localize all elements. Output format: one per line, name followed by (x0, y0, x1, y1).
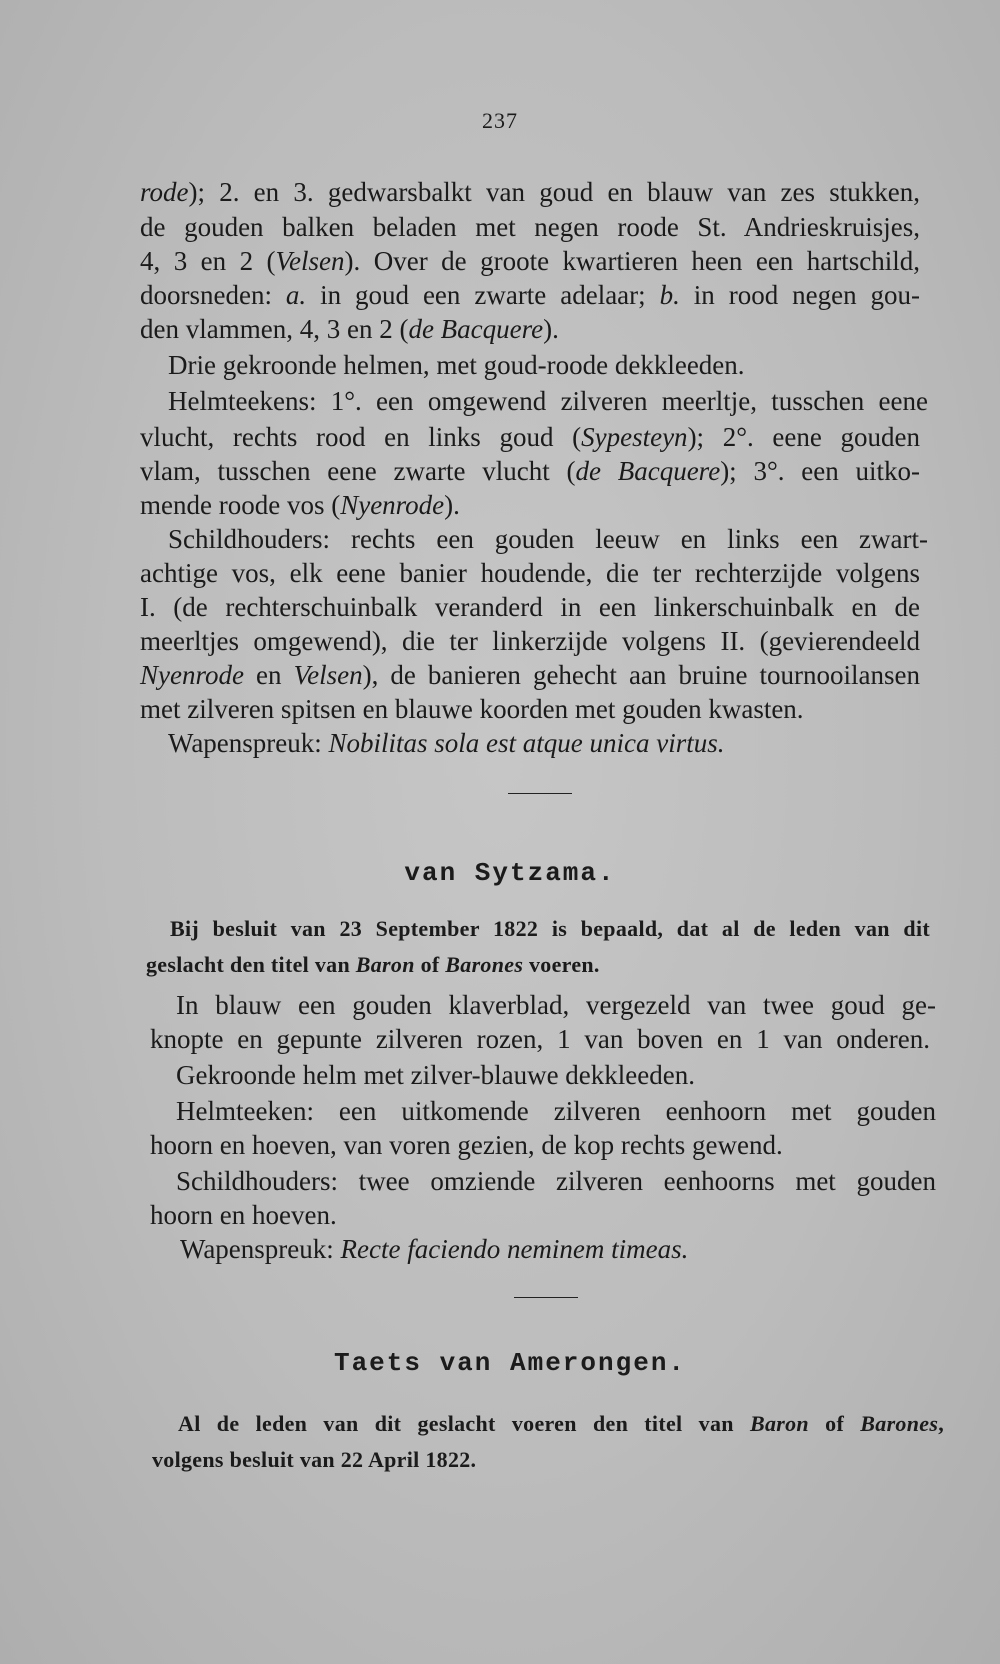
text-line: hoorn en hoeven. (150, 1200, 337, 1230)
text-line: knopte en gepunte zilveren rozen, 1 van boven en 1 van onderen. (150, 1024, 930, 1054)
heading-van-sytzama: van Sytzama. (404, 858, 616, 888)
taets-intro-line-1: Al de leden van dit geslacht voeren den titel van Baron of Barones, (178, 1411, 945, 1436)
text-line: rode); 2. en 3. gedwarsbalkt van goud en blauw van zes stukken, (140, 177, 920, 207)
text-line: Nyenrode en Velsen), de banieren gehecht aan bruine tournooilansen (140, 660, 921, 690)
section-divider-2 (514, 1297, 578, 1298)
text-line: 4, 3 en 2 (Velsen). Over de groote kwartieren heen een hartschild, (140, 246, 920, 276)
sytzama-motto-line: Wapenspreuk: Recte faciendo neminem timeas. (180, 1234, 689, 1264)
text-line: mende roode vos (Nyenrode). (140, 490, 460, 520)
text-line: achtige vos, elk eene banier houdende, die ter rechterzijde volgens (140, 558, 920, 588)
text-line: In blauw een gouden klaverblad, vergezeld van twee goud ge- (176, 990, 936, 1020)
text-line: Gekroonde helm met zilver-blauwe dekkleeden. (176, 1060, 695, 1090)
text-line: vlucht, rechts rood en links goud (Sypesteyn); 2°. eene gouden (140, 422, 920, 452)
text-line: Wapenspreuk: Nobilitas sola est atque unica virtus. (168, 728, 725, 758)
text-line: den vlammen, 4, 3 en 2 (de Bacquere). (140, 314, 559, 344)
text-line: hoorn en hoeven, van voren gezien, de kop rechts gewend. (150, 1130, 783, 1160)
text-line: Schildhouders: rechts een gouden leeuw en links een zwart- (168, 524, 928, 554)
sytzama-intro-line-1: Bij besluit van 23 September 1822 is bepaald, dat al de leden van dit (170, 916, 930, 941)
text-line: doorsneden: a. in goud een zwarte adelaar; b. in rood negen gou- (140, 280, 921, 310)
sytzama-intro-line-2: geslacht den titel van Baron of Barones voeren. (146, 952, 600, 977)
text-line: Drie gekroonde helmen, met goud-roode dekkleeden. (168, 350, 745, 380)
text-line: I. (de rechterschuinbalk veranderd in een linkerschuinbalk en de (140, 592, 920, 622)
section-divider (508, 793, 572, 794)
heading-taets-van-amerongen: Taets van Amerongen. (333, 1348, 687, 1378)
text-line: met zilveren spitsen en blauwe koorden met gouden kwasten. (140, 694, 804, 724)
text-line: Helmteekens: 1°. een omgewend zilveren meerltje, tusschen eene (168, 386, 928, 416)
text-line: de gouden balken beladen met negen roode St. Andrieskruisjes, (140, 212, 920, 242)
taets-intro-line-2: volgens besluit van 22 April 1822. (152, 1447, 477, 1472)
page-number: 237 (482, 108, 518, 133)
text-line: meerltjes omgewend), die ter linkerzijde volgens II. (gevierendeeld (140, 626, 920, 656)
text-line: vlam, tusschen eene zwarte vlucht (de Bacquere); 3°. een uitko- (140, 456, 921, 486)
text-line: Schildhouders: twee omziende zilveren eenhoorns met gouden (176, 1166, 936, 1196)
text-line: Helmteeken: een uitkomende zilveren eenhoorn met gouden (176, 1096, 936, 1126)
